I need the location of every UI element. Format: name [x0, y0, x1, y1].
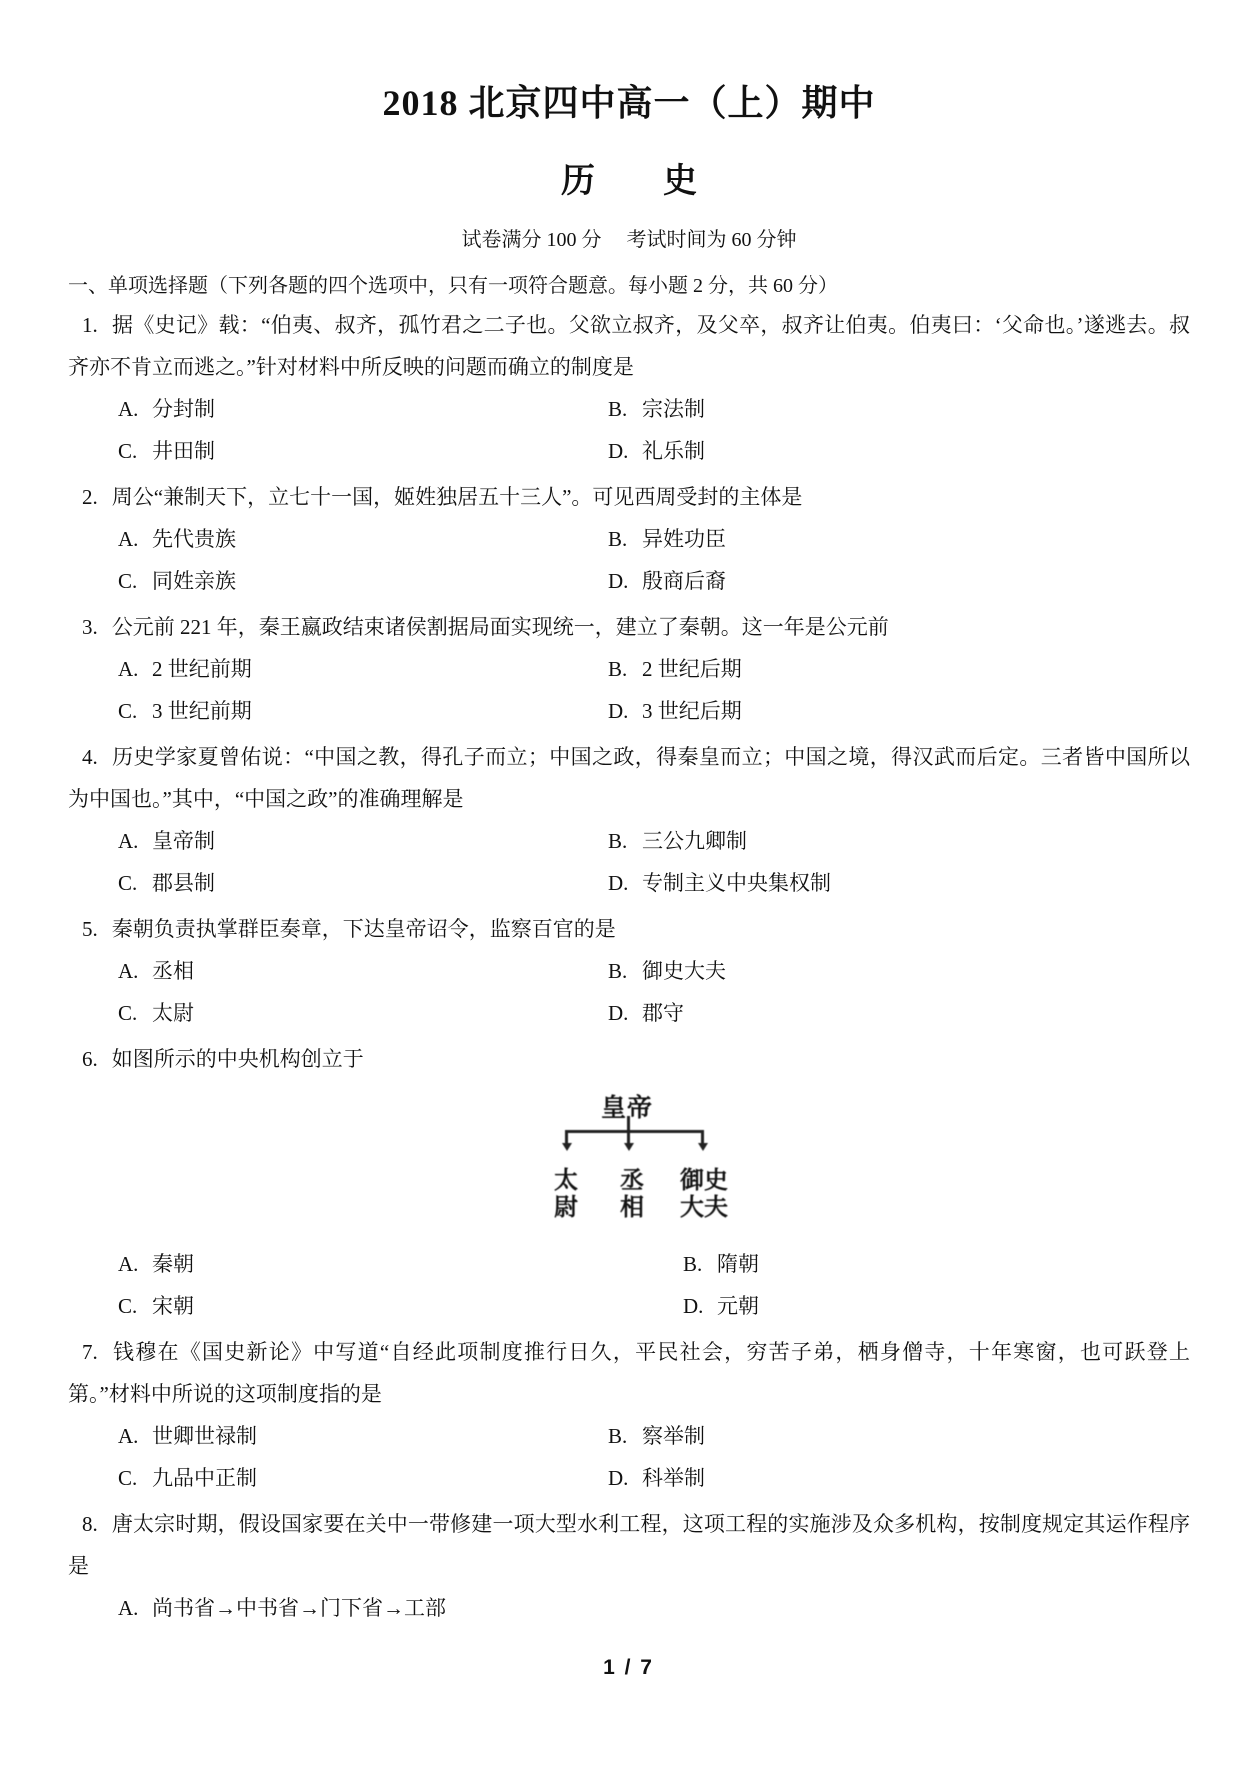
question-body: 历史学家夏曾佑说：“中国之教，得孔子而立；中国之政，得秦皇而立；中国之境，得汉武而后定。三者皆中国所以为中国也。”其中，“中国之政”的准确理解是	[68, 745, 1190, 812]
option-b	[558, 950, 726, 992]
option-label: A.	[118, 657, 139, 682]
org-chart-stem-line	[627, 1116, 630, 1130]
question-text	[68, 606, 1190, 648]
arrow-down-icon	[698, 1143, 708, 1151]
option-row	[68, 690, 1190, 732]
question-text	[68, 304, 1190, 388]
option-c	[68, 430, 558, 472]
option-label: B.	[608, 397, 628, 422]
question-number: 7.	[82, 1340, 98, 1365]
subject-title: 历 史	[561, 163, 697, 201]
option-label: D.	[608, 569, 629, 594]
option-text: 尚书省→中书省→门下省→工部	[152, 1596, 446, 1621]
option-label: C.	[118, 569, 138, 594]
option-text: 同姓亲族	[152, 569, 236, 594]
question-7	[68, 1331, 1190, 1499]
option-a	[68, 950, 558, 992]
option-text: 分封制	[152, 397, 215, 422]
option-d	[558, 862, 831, 904]
question-body: 钱穆在《国史新论》中写道“自经此项制度推行日久，平民社会，穷苦子弟，栖身僧寺，十年寒窗，也可跃登上第。”材料中所说的这项制度指的是	[68, 1340, 1190, 1407]
question-body: 如图所示的中央机构创立于	[111, 1047, 364, 1072]
option-label: B.	[608, 959, 628, 984]
question-6-options	[68, 1243, 1190, 1327]
option-label: C.	[118, 439, 138, 464]
option-b	[558, 648, 742, 690]
question-1	[68, 304, 1190, 472]
org-chart-root-label: 皇帝	[601, 1095, 654, 1123]
option-a	[68, 388, 558, 430]
question-text	[68, 736, 1190, 820]
option-label: D.	[608, 871, 629, 896]
org-chart-horizontal-line	[565, 1130, 704, 1133]
question-body: 唐太宗时期，假设国家要在关中一带修建一项大型水利工程，这项工程的实施涉及众多机构，按制度规定其运作程序是	[68, 1512, 1190, 1579]
question-number: 2.	[82, 485, 98, 510]
option-b	[558, 518, 726, 560]
option-d	[558, 690, 742, 732]
option-label: C.	[118, 871, 138, 896]
option-label: D.	[683, 1294, 704, 1319]
option-c	[68, 1457, 558, 1499]
option-label: A.	[118, 527, 139, 552]
option-d	[558, 1457, 705, 1499]
question-number: 8.	[82, 1512, 98, 1537]
question-text	[68, 908, 1190, 950]
option-label: A.	[118, 1252, 139, 1277]
option-text: 三公九卿制	[642, 829, 747, 854]
option-label: C.	[118, 1466, 138, 1491]
option-text: 宗法制	[642, 397, 705, 422]
org-chart-child-label: 御史大夫	[680, 1168, 728, 1222]
question-text	[68, 1038, 1190, 1080]
option-text: 皇帝制	[152, 829, 215, 854]
option-label: D.	[608, 1466, 629, 1491]
option-text: 井田制	[152, 439, 215, 464]
option-label: B.	[683, 1252, 703, 1277]
question-text	[68, 1331, 1190, 1415]
option-b	[558, 820, 747, 862]
option-text: 御史大夫	[642, 959, 726, 984]
option-label: B.	[608, 829, 628, 854]
option-label: B.	[608, 527, 628, 552]
arrow-down-icon	[624, 1143, 634, 1151]
option-label: A.	[118, 959, 139, 984]
option-row	[68, 950, 1190, 992]
question-6	[68, 1038, 1190, 1327]
page-title: 2018 北京四中高一（上）期中	[382, 83, 876, 123]
option-label: C.	[118, 699, 138, 724]
option-row	[68, 1415, 1190, 1457]
option-row	[68, 388, 1190, 430]
option-text: 异姓功臣	[642, 527, 726, 552]
option-a	[68, 1243, 633, 1285]
question-8	[68, 1503, 1190, 1629]
option-text: 九品中正制	[152, 1466, 257, 1491]
option-c	[68, 1285, 633, 1327]
option-row	[68, 820, 1190, 862]
page-number: 1 / 7	[603, 1656, 654, 1679]
option-a	[68, 1415, 558, 1457]
question-number: 3.	[82, 615, 98, 640]
section-header: 一、单项选择题（下列各题的四个选项中，只有一项符合题意。每小题 2 分，共 60 分）	[68, 275, 838, 298]
question-5	[68, 908, 1190, 1034]
option-row	[68, 1587, 1190, 1629]
question-number: 6.	[82, 1047, 98, 1072]
option-label: C.	[118, 1294, 138, 1319]
option-d	[558, 560, 726, 602]
question-4	[68, 736, 1190, 904]
question-2	[68, 476, 1190, 602]
option-label: C.	[118, 1001, 138, 1026]
option-row	[68, 1285, 1190, 1327]
option-a	[68, 518, 558, 560]
option-text: 3 世纪后期	[642, 699, 742, 724]
org-chart-branch-line	[701, 1130, 704, 1143]
option-row	[68, 430, 1190, 472]
org-chart-branch-line	[565, 1130, 568, 1143]
option-label: D.	[608, 1001, 629, 1026]
option-text: 世卿世禄制	[152, 1424, 257, 1449]
question-text	[68, 1503, 1190, 1587]
option-c	[68, 690, 558, 732]
option-a	[68, 820, 558, 862]
org-chart-branch-line	[627, 1130, 630, 1143]
option-c	[68, 560, 558, 602]
option-text: 察举制	[642, 1424, 705, 1449]
question-body: 秦朝负责执掌群臣奏章，下达皇帝诏令，监察百官的是	[111, 917, 616, 942]
option-row	[68, 648, 1190, 690]
option-label: D.	[608, 699, 629, 724]
page-content	[0, 83, 1257, 1629]
option-label: B.	[608, 1424, 628, 1449]
question-3	[68, 606, 1190, 732]
option-label: B.	[608, 657, 628, 682]
question-body: 周公“兼制天下，立七十一国，姬姓独居五十三人”。可见西周受封的主体是	[111, 485, 803, 510]
option-text: 秦朝	[152, 1252, 194, 1277]
question-text	[68, 476, 1190, 518]
option-b	[558, 1415, 705, 1457]
option-text: 殷商后裔	[642, 569, 726, 594]
option-text: 2 世纪后期	[642, 657, 742, 682]
option-label: A.	[118, 1596, 139, 1621]
org-chart-child-label: 太尉	[554, 1168, 578, 1222]
option-label: A.	[118, 397, 139, 422]
question-number: 1.	[82, 313, 98, 338]
option-text: 2 世纪前期	[152, 657, 252, 682]
option-c	[68, 992, 558, 1034]
option-label: A.	[118, 829, 139, 854]
arrow-down-icon	[562, 1143, 572, 1151]
option-row	[68, 862, 1190, 904]
option-a	[68, 1587, 558, 1629]
option-row	[68, 992, 1190, 1034]
option-text: 科举制	[642, 1466, 705, 1491]
option-text: 郡县制	[152, 871, 215, 896]
option-row	[68, 1457, 1190, 1499]
option-text: 太尉	[152, 1001, 194, 1026]
option-d	[633, 1285, 759, 1327]
org-chart-figure	[68, 1088, 1190, 1223]
option-text: 宋朝	[152, 1294, 194, 1319]
option-text: 礼乐制	[642, 439, 705, 464]
org-chart-child-label: 丞相	[620, 1168, 644, 1222]
option-text: 郡守	[642, 1001, 684, 1026]
option-text: 元朝	[717, 1294, 759, 1319]
option-text: 先代贵族	[152, 527, 236, 552]
question-body: 据《史记》载：“伯夷、叔齐，孤竹君之二子也。父欲立叔齐，及父卒，叔齐让伯夷。伯夷曰：‘父命也。’遂逃去。叔齐亦不肯立而逃之。”针对材料中所反映的问题而确立的制度是	[68, 313, 1190, 380]
option-row	[68, 1243, 1190, 1285]
question-body: 公元前 221 年，秦王嬴政结束诸侯割据局面实现统一，建立了秦朝。这一年是公元前	[111, 615, 889, 640]
exam-info-line: 试卷满分 100 分 考试时间为 60 分钟	[461, 229, 797, 252]
option-row	[68, 518, 1190, 560]
option-text: 3 世纪前期	[152, 699, 252, 724]
option-b	[633, 1243, 759, 1285]
option-text: 丞相	[152, 959, 194, 984]
option-b	[558, 388, 705, 430]
option-d	[558, 430, 705, 472]
option-a	[68, 648, 558, 690]
option-text: 专制主义中央集权制	[642, 871, 831, 896]
question-number: 5.	[82, 917, 98, 942]
option-row	[68, 560, 1190, 602]
option-label: A.	[118, 1424, 139, 1449]
option-text: 隋朝	[717, 1252, 759, 1277]
option-c	[68, 862, 558, 904]
question-number: 4.	[82, 745, 98, 770]
option-d	[558, 992, 684, 1034]
option-label: D.	[608, 439, 629, 464]
